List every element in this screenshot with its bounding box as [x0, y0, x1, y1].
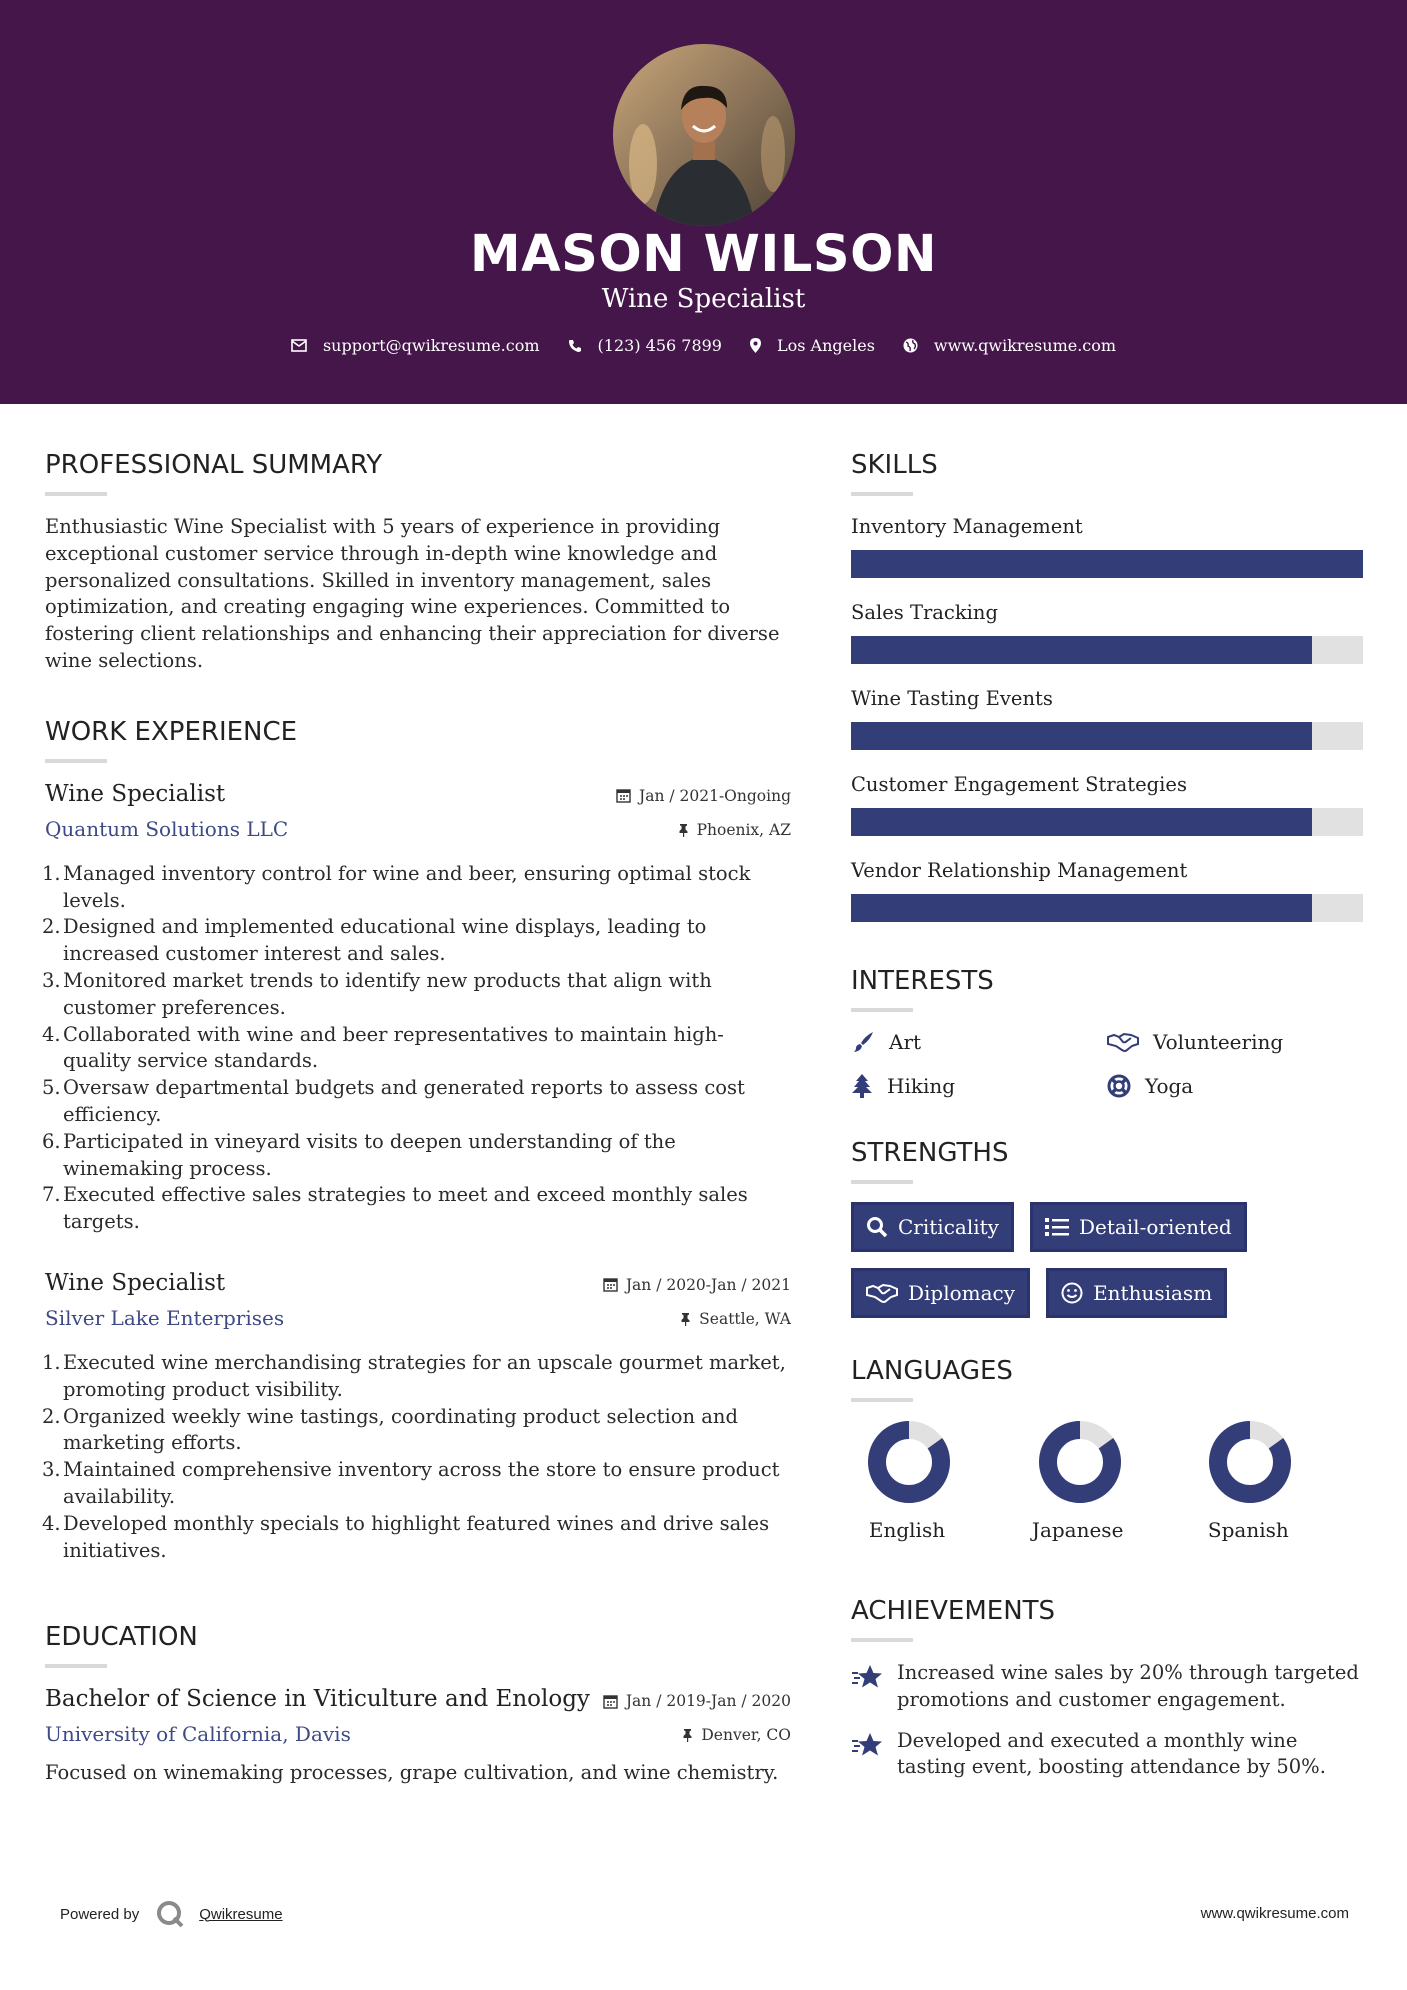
- list-item: Oversaw departmental budgets and generated reports to assess cost efficiency.: [63, 1076, 745, 1126]
- interest-item: [851, 1030, 1107, 1054]
- section-divider: [851, 1008, 913, 1012]
- job-date: [616, 787, 791, 805]
- strength-chip: [1030, 1202, 1247, 1252]
- languages-heading: LANGUAGES: [851, 1356, 1013, 1386]
- list-item: Designed and implemented educational wine displays, leading to increased customer interest and sales.: [63, 915, 707, 966]
- job-entry: [45, 781, 791, 1236]
- contact-location-text: Los Angeles: [776, 336, 875, 355]
- education-date-text: Jan / 2019-Jan / 2020: [625, 1692, 791, 1711]
- handshake-icon: [866, 1282, 898, 1304]
- footer-website[interactable]: www.qwikresume.com: [1200, 1905, 1349, 1922]
- skill-bar-fill: [851, 722, 1312, 750]
- job-company: Quantum Solutions LLC: [45, 816, 289, 841]
- skill-bar-track: [851, 808, 1363, 836]
- skills-section: [851, 448, 1363, 922]
- right-column: [851, 448, 1363, 1795]
- job-title: Wine Specialist: [45, 780, 226, 807]
- achievement-item: [851, 1728, 1363, 1782]
- job-date: [603, 1276, 791, 1294]
- smile-icon: [1061, 1282, 1083, 1304]
- life-ring-icon: [1107, 1074, 1131, 1098]
- list-item: Monitored market trends to identify new products that align with customer preferences.: [63, 968, 712, 1019]
- handshake-icon: [1107, 1031, 1139, 1053]
- phone-icon: [568, 339, 582, 353]
- job-company: Silver Lake Enterprises: [45, 1305, 285, 1330]
- star-icon: [851, 1664, 885, 1690]
- strengths-section: [851, 1136, 1363, 1318]
- search-icon: [866, 1216, 888, 1238]
- footer-powered-by: [60, 1899, 283, 1929]
- contact-phone[interactable]: [568, 336, 722, 355]
- section-divider: [851, 1180, 913, 1184]
- language-item: [1192, 1420, 1363, 1542]
- globe-icon: [903, 338, 918, 353]
- skill-item: [851, 686, 1363, 750]
- language-item: [851, 1420, 1022, 1542]
- list-item: Executed effective sales strategies to meet and exceed monthly sales targets.: [63, 1183, 748, 1234]
- section-divider: [851, 1398, 913, 1402]
- job-location: [680, 1310, 791, 1328]
- envelope-icon: [291, 339, 307, 352]
- summary-section: [45, 448, 791, 675]
- achievements-section: [851, 1594, 1363, 1781]
- education-description: Focused on winemaking processes, grape cultivation, and wine chemistry.: [45, 1761, 779, 1785]
- experience-heading: WORK EXPERIENCE: [45, 716, 298, 747]
- candidate-name: MASON WILSON: [469, 225, 938, 284]
- interest-item: [1107, 1074, 1363, 1098]
- interest-label: Volunteering: [1153, 1030, 1284, 1054]
- list-item: Collaborated with wine and beer representatives to maintain high-quality service standards.: [63, 1022, 724, 1073]
- interest-item: [851, 1074, 1107, 1098]
- education-location: [682, 1726, 791, 1744]
- strength-label: Detail-oriented: [1078, 1215, 1232, 1239]
- powered-by-label: Powered by: [60, 1905, 140, 1923]
- list-item: Executed wine merchandising strategies for an upscale gourmet market, promoting product visibility.: [63, 1350, 786, 1401]
- section-divider: [45, 759, 107, 763]
- skill-bar-fill: [851, 550, 1363, 578]
- school-name: University of California, Davis: [45, 1722, 351, 1747]
- section-divider: [851, 1638, 913, 1642]
- left-column: [45, 448, 791, 1787]
- strength-chip: [851, 1202, 1014, 1252]
- summary-text: Enthusiastic Wine Specialist with 5 years of experience in providing exceptional customer service through in-depth wine knowledge and personalized consultations. Skilled in inventory management, sales optimization, and creating engaging wine experiences. Committed to fostering client relationships and enhancing their appreciation for diverse wine selections.: [45, 515, 780, 672]
- skill-bar-fill: [851, 894, 1312, 922]
- experience-section: [45, 715, 791, 1565]
- profile-photo: [613, 44, 795, 226]
- skill-name: Wine Tasting Events: [851, 687, 1053, 710]
- list-icon: [1045, 1217, 1069, 1237]
- contact-email[interactable]: [291, 336, 540, 355]
- skill-item: [851, 514, 1363, 578]
- contact-bar: [0, 336, 1407, 355]
- language-name: Japanese: [1031, 1518, 1124, 1542]
- job-location: [678, 821, 791, 839]
- skill-item: [851, 600, 1363, 664]
- language-name: Spanish: [1207, 1518, 1289, 1542]
- language-donut: [1208, 1420, 1292, 1504]
- language-name: English: [868, 1518, 946, 1542]
- calendar-icon: [603, 1277, 618, 1292]
- interests-heading: INTERESTS: [851, 966, 994, 996]
- list-item: Developed monthly specials to highlight featured wines and drive sales initiatives.: [63, 1511, 770, 1562]
- paint-brush-icon: [851, 1030, 875, 1054]
- interest-item: [1107, 1030, 1363, 1054]
- skill-name: Sales Tracking: [851, 601, 998, 624]
- section-divider: [45, 1664, 107, 1668]
- contact-location: [750, 336, 875, 355]
- interest-label: Art: [889, 1030, 922, 1054]
- job-bullets: [45, 1350, 791, 1564]
- skill-bar-track: [851, 550, 1363, 578]
- skill-item: [851, 858, 1363, 922]
- qwikresume-logo-icon: [155, 1899, 185, 1929]
- skills-list: [851, 514, 1363, 922]
- skill-item: [851, 772, 1363, 836]
- profile-photo-image: [613, 44, 795, 226]
- interest-label: Yoga: [1145, 1074, 1194, 1098]
- skill-name: Inventory Management: [851, 515, 1083, 538]
- skill-bar-fill: [851, 808, 1312, 836]
- achievement-item: [851, 1660, 1363, 1714]
- education-heading: EDUCATION: [45, 1622, 198, 1653]
- job-location-text: Phoenix, AZ: [696, 820, 791, 839]
- job-entry: [45, 1270, 791, 1564]
- section-divider: [851, 492, 913, 496]
- calendar-icon: [603, 1694, 618, 1709]
- list-item: Organized weekly wine tastings, coordinating product selection and marketing efforts.: [63, 1404, 738, 1455]
- education-date: [603, 1692, 791, 1710]
- pin-icon: [678, 823, 689, 837]
- degree-title: Bachelor of Science in Viticulture and Enology: [45, 1686, 590, 1713]
- strength-chip: [851, 1268, 1030, 1318]
- skill-bar-track: [851, 894, 1363, 922]
- education-location-text: Denver, CO: [701, 1726, 791, 1745]
- job-bullets: [45, 861, 791, 1236]
- qwikresume-link[interactable]: Qwikresume: [199, 1905, 283, 1923]
- strength-label: Criticality: [898, 1215, 999, 1239]
- skill-bar-fill: [851, 636, 1312, 664]
- tree-icon: [851, 1074, 873, 1098]
- interests-section: [851, 964, 1363, 1098]
- education-section: [45, 1620, 791, 1787]
- skills-heading: SKILLS: [851, 450, 938, 480]
- resume-header: [0, 0, 1407, 404]
- list-item: Maintained comprehensive inventory across the store to ensure product availability.: [63, 1458, 780, 1508]
- achievements-heading: ACHIEVEMENTS: [851, 1596, 1056, 1626]
- language-donut: [867, 1420, 951, 1504]
- skill-name: Vendor Relationship Management: [851, 859, 1188, 882]
- contact-website[interactable]: [903, 336, 1116, 355]
- pin-icon: [682, 1728, 693, 1742]
- contact-website-text: www.qwikresume.com: [933, 336, 1117, 355]
- job-title: Wine Specialist: [45, 1269, 226, 1296]
- pin-icon: [680, 1312, 691, 1326]
- section-divider: [45, 492, 107, 496]
- skill-bar-track: [851, 722, 1363, 750]
- language-donut: [1038, 1420, 1122, 1504]
- languages-section: [851, 1354, 1363, 1542]
- language-item: [1022, 1420, 1193, 1542]
- strengths-heading: STRENGTHS: [851, 1138, 1009, 1168]
- map-marker-icon: [750, 338, 761, 353]
- contact-phone-text: (123) 456 7899: [597, 336, 722, 355]
- achievement-text: Increased wine sales by 20% through targeted promotions and customer engagement.: [897, 1661, 1359, 1711]
- job-date-text: Jan / 2021-Ongoing: [638, 786, 791, 805]
- achievement-text: Developed and executed a monthly wine tasting event, boosting attendance by 50%.: [897, 1728, 1326, 1779]
- strength-chip: [1046, 1268, 1227, 1318]
- list-item: Participated in vineyard visits to deepen understanding of the winemaking process.: [63, 1129, 676, 1180]
- interest-label: Hiking: [887, 1074, 956, 1098]
- strength-label: Diplomacy: [908, 1281, 1016, 1305]
- contact-email-text: support@qwikresume.com: [322, 336, 540, 355]
- skill-bar-track: [851, 636, 1363, 664]
- job-date-text: Jan / 2020-Jan / 2021: [625, 1275, 791, 1294]
- job-location-text: Seattle, WA: [699, 1309, 791, 1328]
- summary-heading: PROFESSIONAL SUMMARY: [45, 450, 383, 480]
- skill-name: Customer Engagement Strategies: [851, 773, 1187, 796]
- candidate-title: Wine Specialist: [601, 284, 806, 314]
- list-item: Managed inventory control for wine and beer, ensuring optimal stock levels.: [63, 861, 751, 912]
- calendar-icon: [616, 788, 631, 803]
- strength-label: Enthusiasm: [1093, 1281, 1213, 1305]
- star-icon: [851, 1732, 885, 1758]
